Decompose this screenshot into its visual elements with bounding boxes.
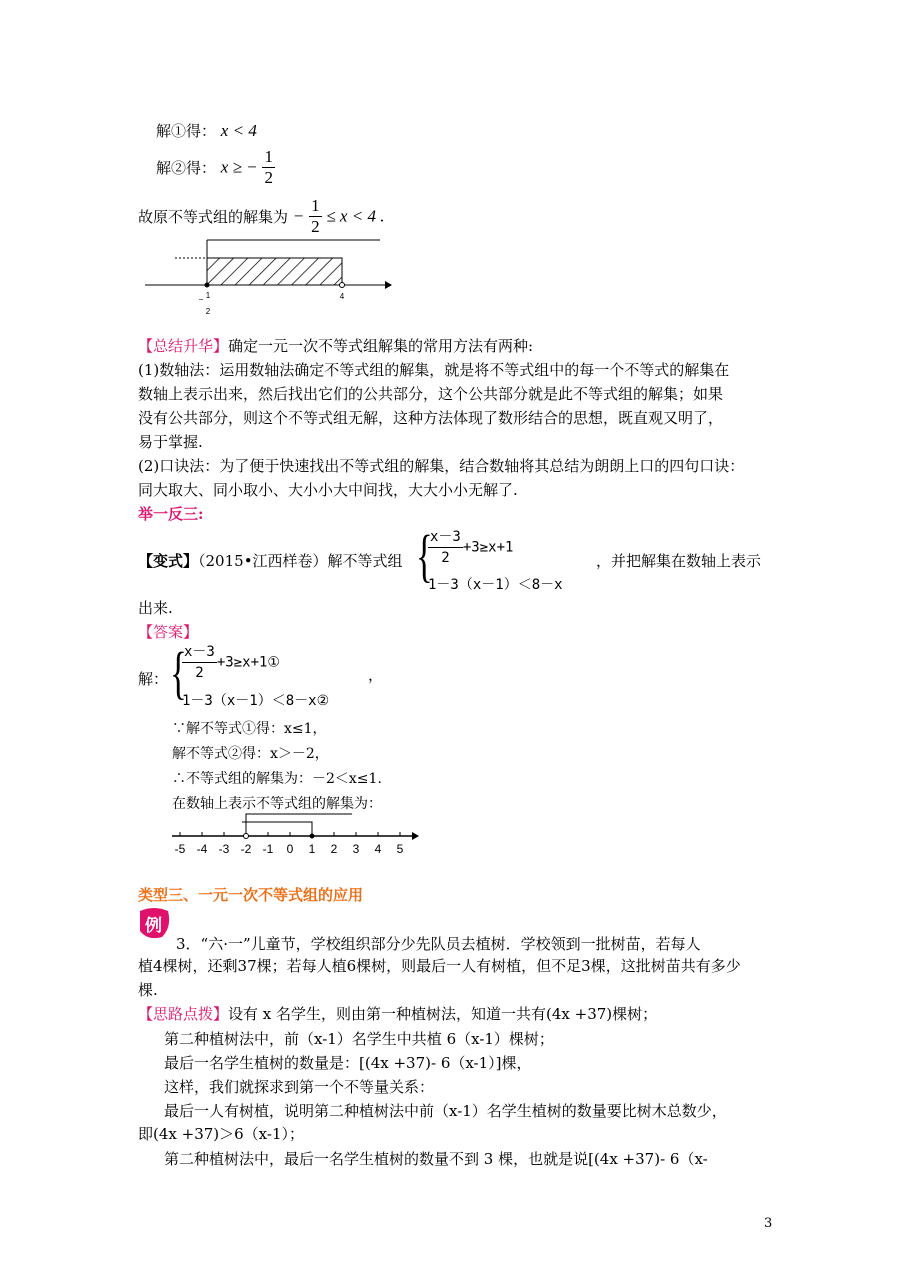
- frac-numerator: 1: [264, 147, 273, 166]
- variant-tag: 【变式】: [138, 552, 199, 570]
- problem-line: 3．“六·一”儿童节，学校组织部分少先队员去植树．学校领到一批树苗，若每人: [176, 935, 701, 953]
- closed-endpoint: [205, 283, 210, 288]
- summary-line: 没有公共部分，则这个不等式组无解，这种方法体现了数形结合的思想，既直观又明了，: [138, 409, 724, 427]
- answer-eq1-num: x－3: [182, 642, 217, 663]
- hint-first: [138, 1004, 657, 1024]
- left-label-den: 2: [205, 307, 211, 316]
- answer-eq1: [182, 642, 280, 683]
- tick-label: -1: [262, 842, 274, 856]
- answer-step: ∵解不等式①得：x≤1，: [172, 721, 327, 737]
- tick-label: -5: [174, 842, 186, 856]
- frac-denominator: 2: [264, 168, 273, 187]
- tick-label: -2: [240, 842, 252, 856]
- open-endpoint: [340, 283, 345, 288]
- summary-line: (2)口诀法：为了便于快速找出不等式组的解集，结合数轴将其总结为朗朗上口的四句口诀：: [138, 457, 745, 475]
- tick-label: 1: [308, 842, 316, 856]
- open-endpoint: [244, 834, 249, 839]
- answer-tag: 【答案】: [138, 623, 199, 641]
- hint-tag: 【思路点拨】: [138, 1005, 229, 1023]
- variant-eq1-den: 2: [441, 550, 450, 566]
- variant-eq1: [428, 527, 513, 568]
- hint-line: 最后一人有树植，说明第二种植树法中前（x-1）名学生植树的数量要比树木总数少，: [164, 1102, 727, 1120]
- tick-label: 2: [330, 842, 338, 856]
- summary-line: 易于掌握.: [138, 433, 203, 451]
- summary-line: 数轴上表示出来，然后找出它们的公共部分，这个公共部分就是此不等式组的解集；如果: [138, 385, 724, 403]
- tick-label: 4: [374, 842, 382, 856]
- tick-label: 5: [396, 842, 404, 856]
- answer-eq1-rest: +3≥x+1①: [216, 654, 280, 671]
- sol-step2-label: 解②得：: [156, 159, 217, 177]
- sol-result-rest: ≤ x < 4 .: [326, 206, 385, 226]
- answer-step: 在数轴上表示不等式组的解集为：: [172, 796, 382, 812]
- answer-comma: ，: [368, 666, 384, 684]
- variant-line2: 出来.: [138, 599, 173, 617]
- left-label-minus: −: [198, 295, 204, 304]
- example-badge: [136, 905, 172, 941]
- hint-line: 即(4x +37)＞6（x-1）；: [138, 1125, 304, 1143]
- sol-step2: [156, 147, 275, 188]
- answer-step: 解不等式②得：x＞－2，: [172, 746, 329, 762]
- answer-eq2: 1－3（x－1）＜8－x②: [182, 693, 330, 709]
- solution-bracket-upper: [242, 822, 312, 836]
- hint-line: 这样，我们就探求到第一个不等量关系：: [164, 1078, 435, 1096]
- numberline-2-group: [172, 814, 419, 856]
- variant-eq1-rest: +3≥x+1: [462, 539, 514, 556]
- sol-step1-expr: x < 4: [220, 121, 257, 140]
- variant-suffix: ，并把解集在数轴上表示: [596, 552, 762, 570]
- axis-arrow: [412, 832, 419, 840]
- badge-text: 例: [145, 916, 162, 936]
- answer-eq1-den: 2: [195, 665, 204, 681]
- variant-eq2: 1－3（x－1）＜8－x: [428, 577, 563, 593]
- sol-result: [138, 196, 384, 237]
- sol-step2-expr: x ≥ −: [220, 157, 258, 177]
- summary-intro: [138, 336, 533, 356]
- closed-endpoint: [310, 834, 315, 839]
- sol-step1-label: 解①得：: [156, 122, 217, 140]
- answer-step: ∴不等式组的解集为：－2＜x≤1.: [172, 771, 382, 787]
- variant-eq1-frac: [428, 527, 463, 568]
- tick-label: 3: [352, 842, 360, 856]
- numberline-2: [168, 810, 428, 860]
- variant-heading: 举一反三:: [138, 505, 204, 523]
- sol-step1: [156, 120, 257, 141]
- variant-label: [138, 550, 403, 571]
- page-number: 3: [764, 1216, 773, 1231]
- sol-result-fraction: [309, 196, 322, 237]
- problem-line: 植4棵树，还剩37棵；若每人植6棵树，则最后一人有树植，但不足3棵，这批树苗共有多少: [138, 957, 741, 975]
- problem-line: 棵.: [138, 981, 158, 999]
- tick-label: -4: [196, 842, 208, 856]
- hint-line: 最后一名学生植树的数量是：[(4x +37)- 6（x-1）]棵，: [164, 1054, 532, 1072]
- summary-tag: 【总结升华】: [138, 337, 229, 355]
- hint-line: 第二种植树法中，前（x-1）名学生中共植 6（x-1）棵树；: [164, 1030, 554, 1048]
- right-label: 4: [339, 292, 345, 301]
- summary-line: 同大取大、同小取小、大小小大中间找，大大小小无解了.: [138, 481, 518, 499]
- sol-result-minus: −: [292, 206, 305, 226]
- variant-source: （2015•江西样卷）解不等式组: [198, 552, 403, 570]
- answer-prefix: 解：: [138, 670, 169, 688]
- variant-brace: {: [416, 523, 433, 588]
- summary-line: (1)数轴法：运用数轴法确定不等式组的解集，就是将不等式组中的每一个不等式的解集在: [138, 361, 730, 379]
- type3-heading: 类型三、一元一次不等式组的应用: [138, 886, 364, 904]
- tick-label: -3: [218, 842, 230, 856]
- sol-result-prefix: 故原不等式组的解集为: [138, 208, 289, 226]
- tick-label: 0: [286, 842, 294, 856]
- answer-eq1-frac: [182, 642, 217, 683]
- solution-region: [207, 258, 342, 285]
- hint-line: 第二种植树法中，最后一名学生植树的数量不到 3 棵，也就是说[(4x +37)- 6（x-: [164, 1150, 708, 1168]
- hint-first-text: 设有 x 名学生，则由第一种植树法，知道一共有(4x +37)棵树；: [228, 1005, 658, 1023]
- variant-eq1-num: x－3: [428, 527, 463, 548]
- left-label-num: 1: [205, 291, 211, 300]
- numberline-1: [140, 238, 400, 318]
- answer-brace: {: [170, 640, 187, 705]
- axis-arrow: [385, 281, 392, 289]
- solution-bracket-lower: [246, 814, 352, 836]
- frac-denominator: 2: [311, 217, 320, 236]
- sol-step2-fraction: [262, 147, 275, 188]
- summary-intro-text: 确定一元一次不等式组解集的常用方法有两种:: [228, 337, 534, 355]
- frac-numerator: 1: [311, 196, 320, 215]
